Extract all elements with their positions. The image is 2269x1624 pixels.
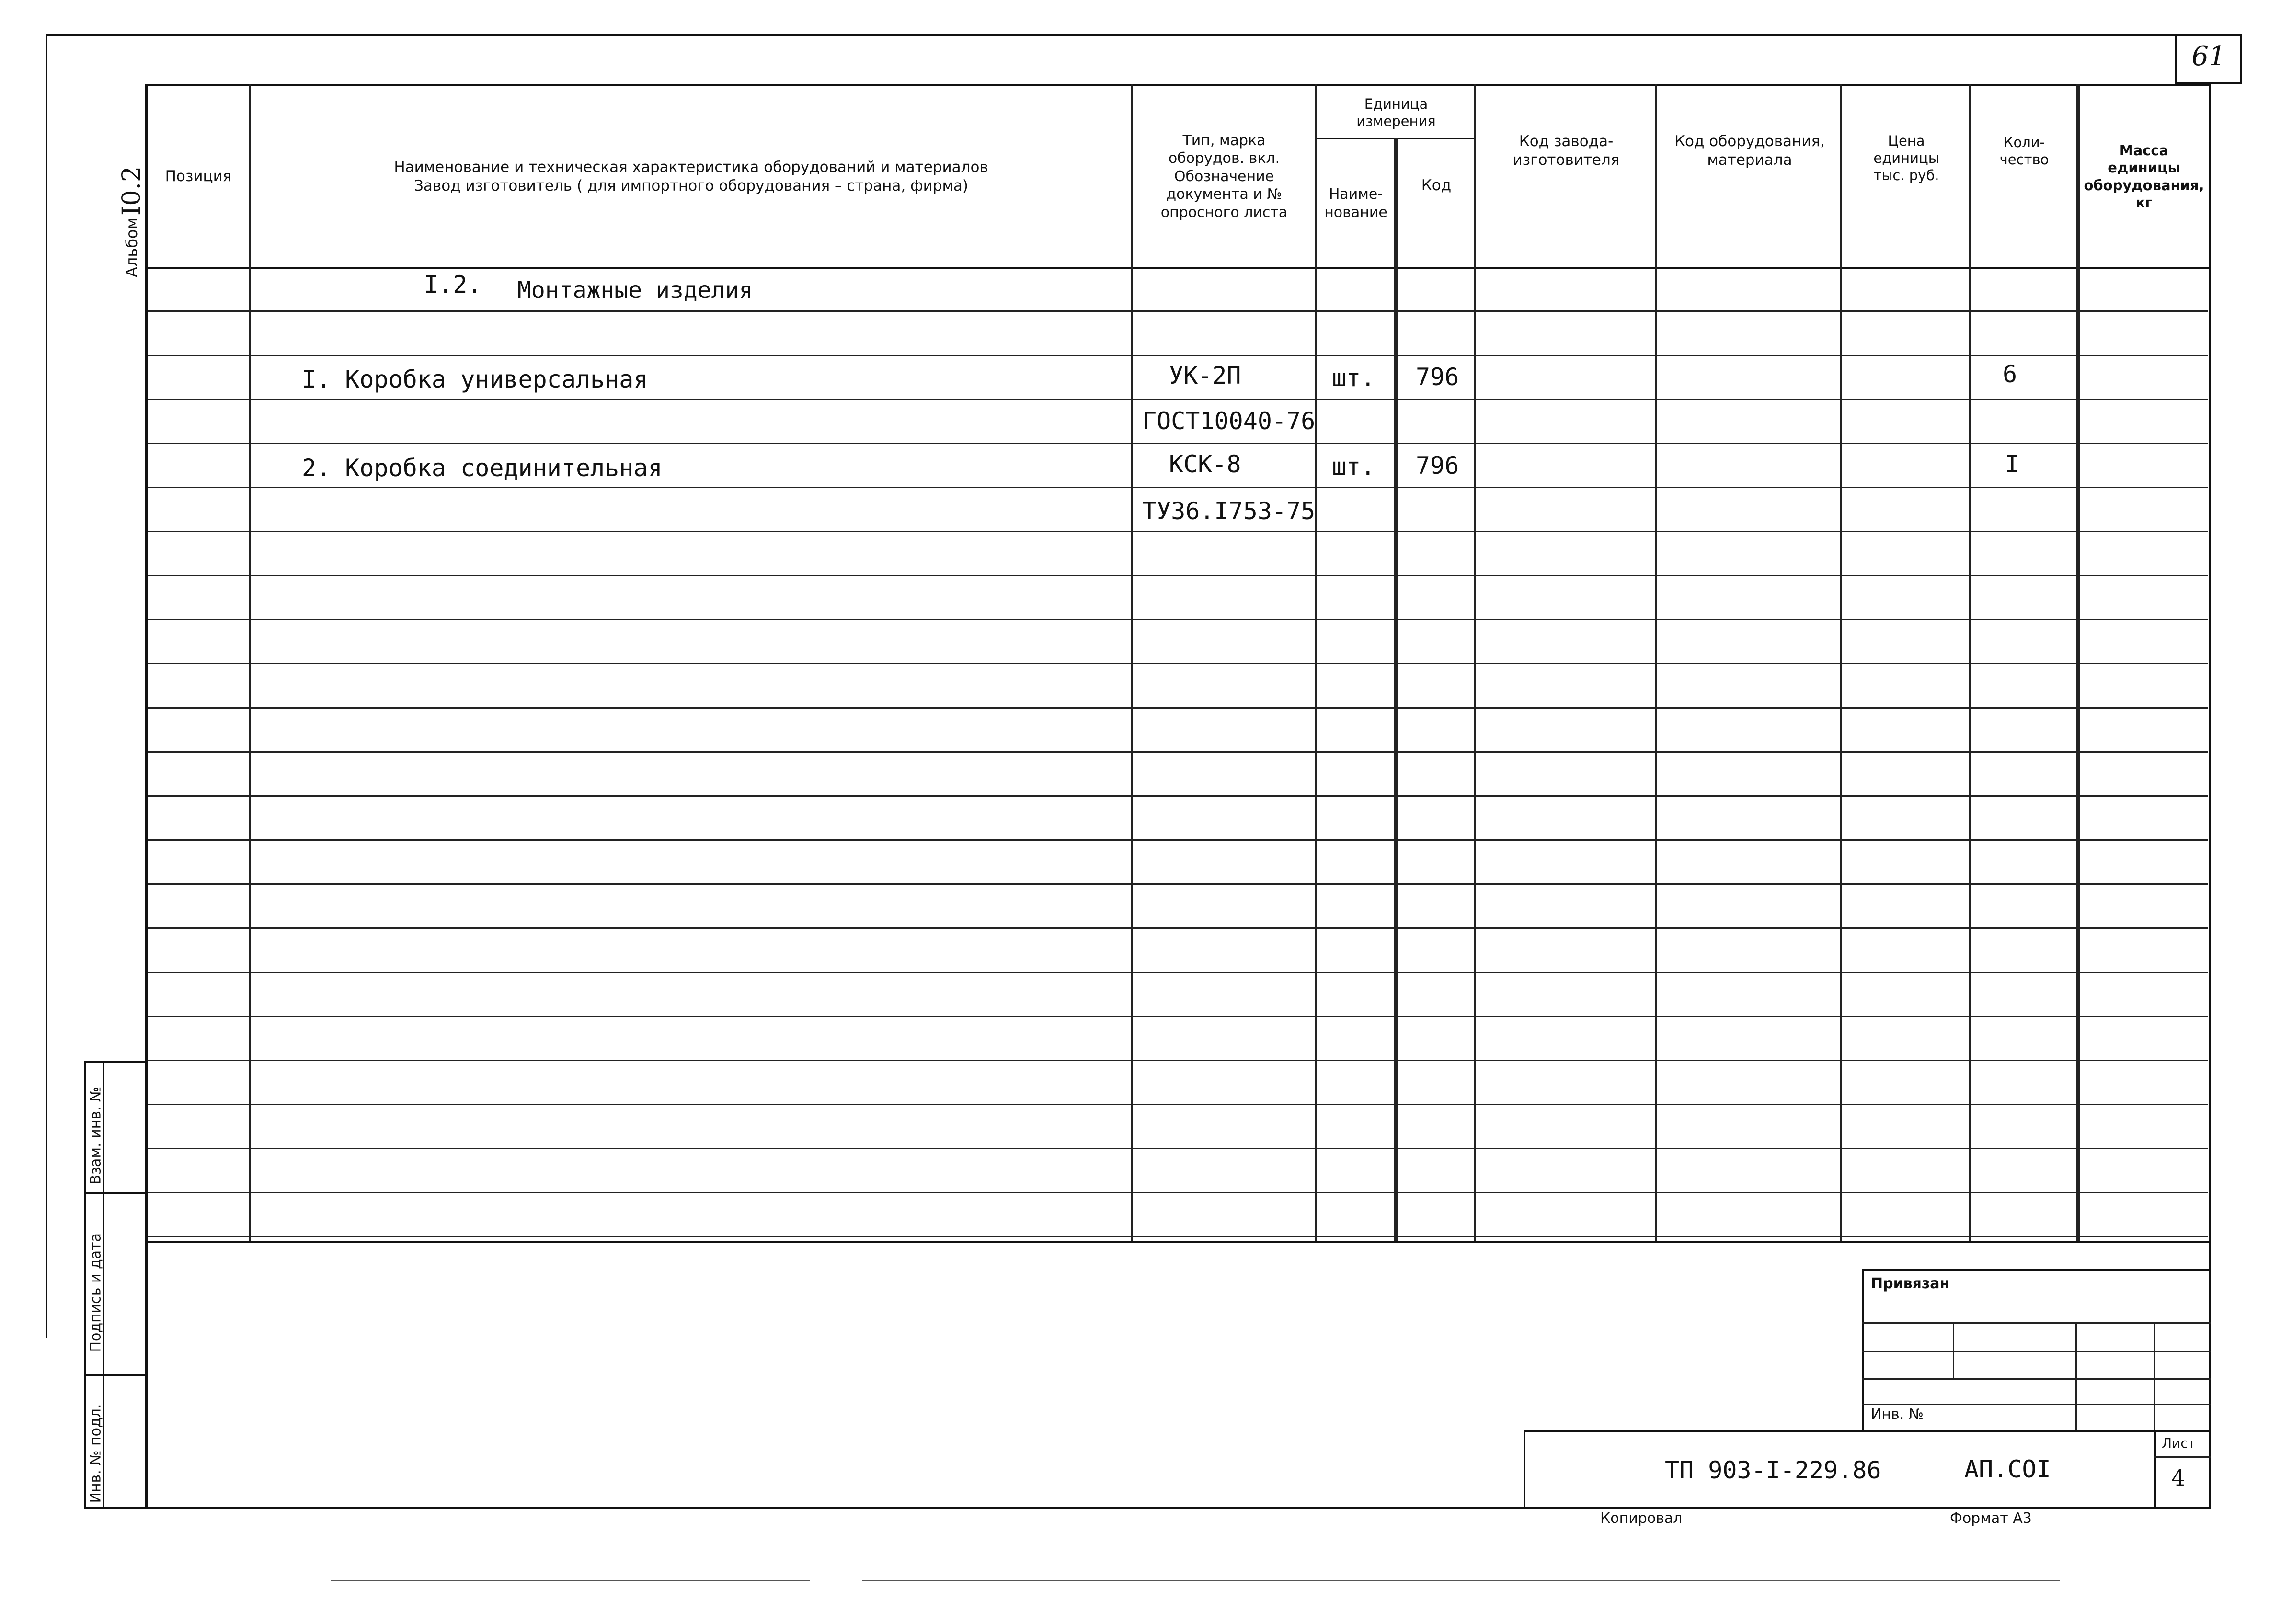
table-row-line <box>148 487 2208 488</box>
stamp-line-4 <box>1862 1404 2211 1405</box>
stamp-vline-1 <box>1953 1322 1954 1380</box>
item-2-type: КСК-8 <box>1169 450 1241 478</box>
stamp-inv-no: Инв. № <box>1871 1406 1924 1423</box>
inv-zam-label: Взам. инв. № <box>87 1086 104 1185</box>
table-row-line <box>148 663 2208 664</box>
table-row-line <box>148 399 2208 400</box>
header-maker-code-line2: изготовителя <box>1513 151 1620 169</box>
item-1-name: I. Коробка универсальная <box>302 366 648 393</box>
inv-podl-label: Инв. № подл. <box>87 1404 104 1503</box>
table-row-line <box>148 839 2208 841</box>
stamp-line-1 <box>1862 1322 2211 1324</box>
header-unit-name <box>1318 140 1394 267</box>
stamp-vline-3 <box>2154 1322 2155 1432</box>
scan-edge-line-1 <box>331 1580 810 1581</box>
table-row-line <box>148 795 2208 797</box>
frame-right <box>2209 84 2211 1507</box>
frame-top <box>46 34 2242 36</box>
header-mass-line4: кг <box>2135 194 2153 211</box>
table-body-bottom <box>145 1241 2211 1243</box>
stamp-list-box-divider <box>2154 1456 2211 1458</box>
header-name <box>252 86 1131 267</box>
header-type-line1: Тип, марка <box>1182 132 1266 149</box>
album-word: Альбом <box>123 217 141 277</box>
header-qty-line1: Коли- <box>2003 134 2045 150</box>
header-price <box>1844 86 1969 230</box>
header-bottom-line <box>145 267 2211 269</box>
header-qty-line2: чество <box>1999 151 2049 168</box>
table-row-line <box>148 927 2208 929</box>
frame-left <box>46 34 47 1338</box>
table-row-line <box>148 575 2208 576</box>
sheet-number: 61 <box>2191 41 2226 72</box>
header-mass-line1: Масса <box>2119 142 2169 159</box>
stamp-line-3 <box>1862 1378 2211 1380</box>
header-unit-line1: Единица <box>1364 95 1428 112</box>
item-2-doc: ТУ36.I753-75 <box>1142 497 1316 525</box>
header-qty <box>1972 86 2076 216</box>
binding-strip-left <box>84 1061 86 1509</box>
table-row-line <box>148 443 2208 444</box>
header-type <box>1134 86 1315 267</box>
header-price-line2: единицы <box>1873 149 1939 166</box>
stamp-doc-code: ТП 903-I-229.86 <box>1665 1456 1881 1484</box>
item-1-doc: ГОСТ10040-76 <box>1142 407 1316 435</box>
album-number: I0.2 <box>117 166 146 216</box>
header-price-line1: Цена <box>1888 132 1925 149</box>
item-1-type: УК-2П <box>1169 362 1241 389</box>
table-row-line <box>148 619 2208 620</box>
table-row-line <box>148 1236 2208 1237</box>
header-mass-line2: единицы <box>2108 160 2180 176</box>
header-mass-line3: оборудования, <box>2084 177 2204 194</box>
binding-strip-div-1 <box>84 1192 146 1194</box>
header-type-line5: опросного листа <box>1160 204 1288 221</box>
stamp-privyazan-top <box>1862 1269 2211 1271</box>
binding-strip-top <box>84 1061 146 1063</box>
table-row-line <box>148 751 2208 753</box>
stamp-line-2 <box>1862 1351 2211 1352</box>
sheet-number-box-left <box>2175 34 2177 84</box>
header-type-line2: оборудов. вкл. <box>1168 150 1280 167</box>
header-type-line3: Обозначение <box>1174 168 1274 185</box>
header-mass <box>2079 86 2209 267</box>
item-2-code: 796 <box>1416 452 1459 480</box>
item-2-name: 2. Коробка соединительная <box>302 454 663 482</box>
header-price-line3: тыс. руб. <box>1873 167 1939 184</box>
stamp-list-label: Лист <box>2162 1435 2196 1451</box>
table-row-line <box>148 531 2208 532</box>
col-sep-unit-name <box>1394 138 1398 1243</box>
item-1-qty: 6 <box>2003 360 2017 388</box>
sheet-number-box-right <box>2240 34 2242 84</box>
item-2-qty: I <box>2005 450 2020 478</box>
stamp-format: Формат А3 <box>1950 1510 2032 1527</box>
stamp-list-number: 4 <box>2171 1465 2186 1491</box>
header-unit-code: Код <box>1421 176 1452 194</box>
item-1-unit: шт. <box>1332 364 1375 392</box>
header-type-line4: документа и № <box>1166 186 1282 203</box>
item-1-code: 796 <box>1416 363 1459 391</box>
stamp-list-box-left <box>2154 1430 2156 1507</box>
table-row-line <box>148 1104 2208 1105</box>
stamp-main-top <box>1524 1430 2211 1432</box>
header-equip-code-line2: материала <box>1707 151 1792 169</box>
header-unit <box>1318 91 1475 134</box>
table-row-line <box>148 355 2208 356</box>
table-row-line <box>148 1192 2208 1193</box>
stamp-sheet-code: АП.СОI <box>1964 1455 2051 1483</box>
header-equip-code-line1: Код оборудования, <box>1674 133 1825 150</box>
binding-strip-div-2 <box>84 1374 146 1376</box>
section-number: I.2. <box>424 271 482 298</box>
header-equip-code <box>1659 86 1841 216</box>
podpis-data-label: Подпись и дата <box>87 1233 104 1352</box>
header-name-line2: Завод изготовитель ( для импортного оборудования – страна, фирма) <box>414 177 968 194</box>
table-row-line <box>148 310 2208 312</box>
stamp-copied: Копировал <box>1600 1510 1683 1527</box>
table-row-line <box>148 883 2208 885</box>
table-row-line <box>148 972 2208 973</box>
item-2-unit: шт. <box>1332 453 1375 480</box>
header-position: Позиция <box>165 168 232 185</box>
stamp-vline-2 <box>2075 1322 2077 1432</box>
header-unit-line2: измерения <box>1356 113 1436 129</box>
header-unit-name-line1: Наиме- <box>1329 186 1383 203</box>
stamp-main-left <box>1524 1430 1525 1507</box>
header-maker-code-line1: Код завода- <box>1519 133 1614 150</box>
table-row-line <box>148 1016 2208 1017</box>
stamp-privyazan-label: Привязан <box>1871 1275 1950 1292</box>
scan-edge-line-2 <box>862 1580 2060 1581</box>
table-row-line <box>148 707 2208 709</box>
frame-bottom <box>84 1507 2211 1509</box>
header-name-line1: Наименование и техническая характеристика оборудований и материалов <box>394 158 988 176</box>
table-row-line <box>148 1060 2208 1061</box>
table-row-line <box>148 1148 2208 1149</box>
header-top-line <box>145 84 2211 86</box>
header-unit-name-line2: нование <box>1324 204 1387 221</box>
section-title: Монтажные изделия <box>517 277 753 304</box>
header-maker-code <box>1478 86 1655 216</box>
